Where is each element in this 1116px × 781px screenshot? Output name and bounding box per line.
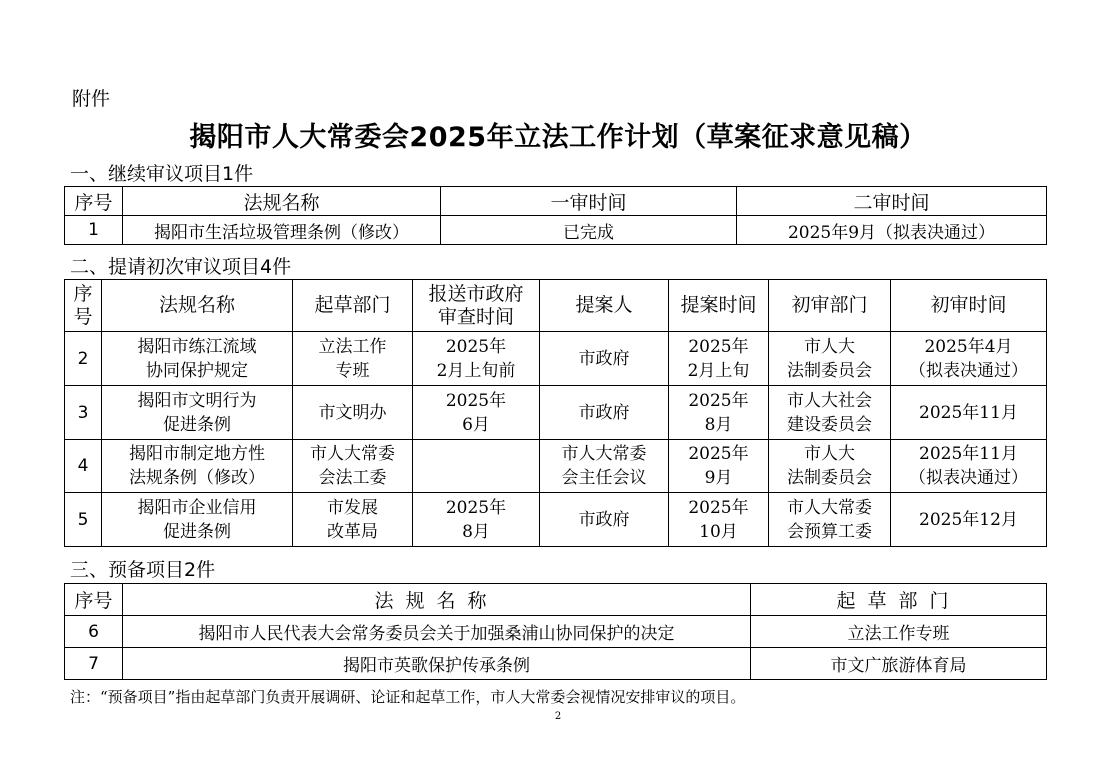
- cell-review-time: 2025年12月: [891, 493, 1047, 547]
- cell-review-dept: 市人大 法制委员会: [769, 440, 891, 493]
- cell-index: 2: [65, 332, 102, 386]
- cell-review-time: 2025年11月 （拟表决通过）: [891, 440, 1047, 493]
- col-header-proposal-time: 提案时间: [669, 280, 769, 332]
- cell-law-name: 揭阳市人民代表大会常务委员会关于加强桑浦山协同保护的决定: [123, 616, 751, 648]
- cell-proposer: 市政府: [540, 386, 669, 440]
- attachment-label: 附件: [72, 88, 111, 110]
- cell-index: 3: [65, 386, 102, 440]
- cell-law-name: 揭阳市企业信用 促进条例: [102, 493, 293, 547]
- section2-heading: 二、提请初次审议项目4件: [70, 256, 292, 278]
- cell-index: 6: [65, 616, 123, 648]
- cell-index: 7: [65, 648, 123, 680]
- cell-proposal-time: 2025年 10月: [669, 493, 769, 547]
- table-row: [65, 440, 1047, 493]
- cell-proposal-time: 2025年 2月上旬: [669, 332, 769, 386]
- cell-second-review: 2025年9月（拟表决通过）: [737, 216, 1047, 245]
- col-header-law-name: 法规名称: [123, 187, 441, 216]
- cell-law-name: 揭阳市制定地方性 法规条例（修改）: [102, 440, 293, 493]
- col-header-law-name: 法规名称: [102, 280, 293, 332]
- col-header-first-review: 一审时间: [441, 187, 737, 216]
- cell-law-name: 揭阳市文明行为 促进条例: [102, 386, 293, 440]
- col-header-index: 序号: [65, 584, 123, 616]
- cell-submission-time: 2025年 6月: [413, 386, 540, 440]
- cell-drafting-dept: 市文明办: [293, 386, 413, 440]
- table-header-row: [65, 187, 1047, 216]
- table-header-row: [65, 584, 1047, 616]
- section3-heading: 三、预备项目2件: [70, 559, 216, 581]
- reserve-projects-table: [64, 583, 1047, 680]
- col-header-submission-time: 报送市政府 审查时间: [413, 280, 540, 332]
- cell-review-dept: 市人大社会 建设委员会: [769, 386, 891, 440]
- cell-proposer: 市政府: [540, 493, 669, 547]
- cell-drafting-dept: 市人大常委 会法工委: [293, 440, 413, 493]
- footnote: 注：“预备项目”指由起草部门负责开展调研、论证和起草工作，市人大常委会视情况安排审议的项目。: [70, 688, 746, 706]
- cell-index: 5: [65, 493, 102, 547]
- cell-submission-time: [413, 440, 540, 493]
- section1-heading: 一、继续审议项目1件: [70, 163, 254, 185]
- col-header-proposer: 提案人: [540, 280, 669, 332]
- table-row: [65, 216, 1047, 245]
- table-row: [65, 386, 1047, 440]
- page-number: 2: [554, 711, 562, 722]
- cell-drafting-dept: 立法工作 专班: [293, 332, 413, 386]
- col-header-second-review: 二审时间: [737, 187, 1047, 216]
- cell-proposal-time: 2025年 9月: [669, 440, 769, 493]
- table-row: [65, 616, 1047, 648]
- document-title: 揭阳市人大常委会2025年立法工作计划（草案征求意见稿）: [189, 122, 927, 153]
- cell-review-dept: 市人大 法制委员会: [769, 332, 891, 386]
- col-header-review-dept: 初审部门: [769, 280, 891, 332]
- cell-review-time: 2025年4月 （拟表决通过）: [891, 332, 1047, 386]
- table-header-row: [65, 280, 1047, 332]
- table-row: [65, 648, 1047, 680]
- cell-review-dept: 市人大常委 会预算工委: [769, 493, 891, 547]
- col-header-law-name: 法规名称: [123, 584, 751, 616]
- col-header-drafting-dept: 起草部门: [293, 280, 413, 332]
- col-header-index: 序号: [65, 187, 123, 216]
- cell-law-name: 揭阳市英歌保护传承条例: [123, 648, 751, 680]
- col-header-review-time: 初审时间: [891, 280, 1047, 332]
- cell-proposer: 市政府: [540, 332, 669, 386]
- cell-proposal-time: 2025年 8月: [669, 386, 769, 440]
- cell-review-time: 2025年11月: [891, 386, 1047, 440]
- col-header-index: 序 号: [65, 280, 102, 332]
- cell-first-review: 已完成: [441, 216, 737, 245]
- cell-drafting-dept: 立法工作专班: [751, 616, 1047, 648]
- cell-submission-time: 2025年 2月上旬前: [413, 332, 540, 386]
- col-header-drafting-dept: 起草部门: [751, 584, 1047, 616]
- cell-drafting-dept: 市发展 改革局: [293, 493, 413, 547]
- cell-drafting-dept: 市文广旅游体育局: [751, 648, 1047, 680]
- cell-proposer: 市人大常委 会主任会议: [540, 440, 669, 493]
- continued-review-table: [64, 186, 1047, 245]
- cell-law-name: 揭阳市生活垃圾管理条例（修改）: [123, 216, 441, 245]
- cell-index: 4: [65, 440, 102, 493]
- cell-submission-time: 2025年 8月: [413, 493, 540, 547]
- table-row: [65, 332, 1047, 386]
- cell-law-name: 揭阳市练江流域 协同保护规定: [102, 332, 293, 386]
- initial-review-table: [64, 279, 1047, 547]
- cell-index: 1: [65, 216, 123, 245]
- table-row: [65, 493, 1047, 547]
